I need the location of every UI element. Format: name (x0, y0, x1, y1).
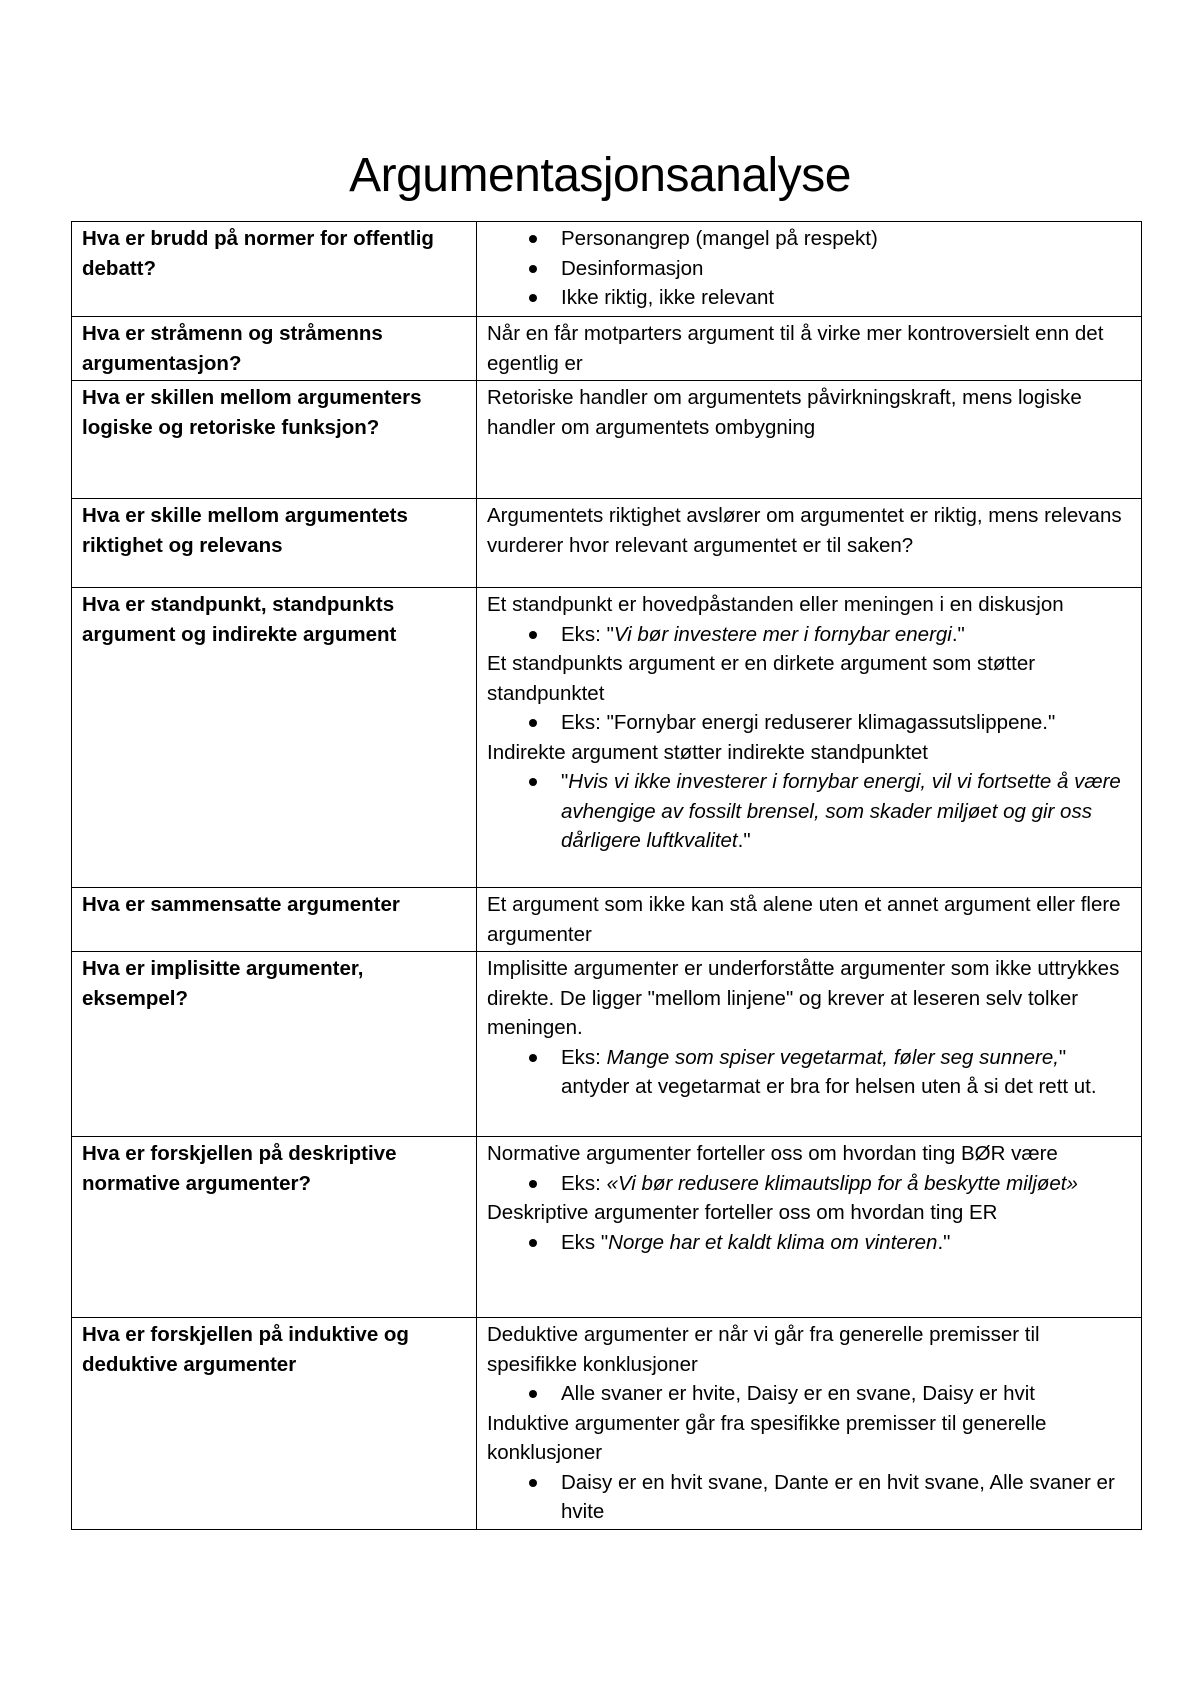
bullet-item (561, 767, 1133, 856)
answer-paragraph (487, 1320, 1133, 1379)
answer-paragraph (487, 319, 1133, 378)
text-span: Daisy er en hvit svane, Dante er en hvit svane, Alle svaner er hvite (561, 1470, 1115, 1523)
table-row (72, 381, 1142, 499)
bullet-list (487, 708, 1133, 738)
bullet-list (487, 1169, 1133, 1199)
bullet-item (561, 254, 1133, 284)
question-cell: Hva er sammensatte argumenter (72, 888, 477, 952)
answer-paragraph (487, 1139, 1133, 1169)
text-span: Et argument som ikke kan stå alene uten et annet argument eller flere argumenter (487, 893, 1121, 946)
italic-text: Hvis vi ikke investerer i fornybar energi, vil vi fortsette å være avhengige av fossilt brensel, som skader miljøet og gir oss dårligere luftkvalitet (561, 770, 1121, 852)
answer-cell (477, 499, 1142, 588)
bullet-item (561, 708, 1133, 738)
table-row (72, 1137, 1142, 1318)
text-span: Deskriptive argumenter forteller oss om hvordan ting ER (487, 1201, 998, 1224)
text-span: Implisitte argumenter er underforståtte argumenter som ikke uttrykkes direkte. De ligger "mellom linjene" og krever at leseren selv tolker meningen. (487, 957, 1120, 1039)
text-span: Retoriske handler om argumentets påvirkningskraft, mens logiske handler om argumentets ombygning (487, 386, 1082, 439)
text-span: ." (937, 1230, 951, 1254)
bullet-item (561, 224, 1133, 254)
question-cell: Hva er stråmenn og stråmenns argumentasjon? (72, 317, 477, 381)
answer-cell (477, 1318, 1142, 1530)
question-cell: Hva er skille mellom argumentets riktighet og relevans (72, 499, 477, 588)
text-span: Et standpunkts argument er en dirkete argument som støtter standpunktet (487, 652, 1036, 705)
answer-cell (477, 888, 1142, 952)
answer-cell (477, 588, 1142, 888)
bullet-list (487, 1379, 1133, 1409)
answer-paragraph (487, 383, 1133, 442)
table-row (72, 222, 1142, 317)
question-cell: Hva er standpunkt, standpunkts argument og indirekte argument (72, 588, 477, 888)
question-cell: Hva er brudd på normer for offentlig debatt? (72, 222, 477, 317)
bullet-item (561, 1468, 1133, 1527)
answer-cell (477, 1137, 1142, 1318)
bullet-list (487, 1468, 1133, 1527)
text-span: Induktive argumenter går fra spesifikke premisser til generelle konklusjoner (487, 1411, 1047, 1464)
text-span: Eks " (561, 1230, 609, 1254)
bullet-item (561, 1043, 1133, 1102)
table-row (72, 888, 1142, 952)
text-span: Et standpunkt er hovedpåstanden eller meningen i en diskusjon (487, 593, 1064, 616)
text-span: " antyder at vegetarmat er bra for helsen uten å si det rett ut. (561, 1045, 1097, 1098)
bullet-item (561, 1169, 1133, 1199)
bullet-item (561, 1379, 1133, 1409)
question-cell: Hva er forskjellen på deskriptive normative argumenter? (72, 1137, 477, 1318)
answer-paragraph (487, 954, 1133, 1043)
answer-paragraph (487, 890, 1133, 949)
text-span: Eks: (561, 1045, 607, 1069)
text-span: Når en får motparters argument til å virke mer kontroversielt enn det egentlig er (487, 322, 1104, 375)
table-row (72, 1318, 1142, 1530)
answer-paragraph (487, 738, 1133, 768)
answer-paragraph (487, 649, 1133, 708)
table-row (72, 499, 1142, 588)
text-span: Argumentets riktighet avslører om argumentet er riktig, mens relevans vurderer hvor relevant argumentet er til saken? (487, 504, 1122, 557)
italic-text: Mange som spiser vegetarmat, føler seg sunnere, (606, 1045, 1059, 1069)
question-cell: Hva er forskjellen på induktive og deduktive argumenter (72, 1318, 477, 1530)
answer-cell (477, 952, 1142, 1137)
text-span: Eks: "Fornybar energi reduserer klimagassutslippene." (561, 711, 1056, 734)
answer-paragraph (487, 1409, 1133, 1468)
bullet-item (561, 620, 1133, 650)
answer-paragraph (487, 590, 1133, 620)
text-span: Ikke riktig, ikke relevant (561, 286, 775, 309)
text-span: Personangrep (mangel på respekt) (561, 227, 878, 250)
italic-text: Vi bør investere mer i fornybar energi (613, 622, 952, 646)
qa-table (71, 221, 1142, 1530)
bullet-item (561, 1228, 1133, 1258)
bullet-item (561, 283, 1133, 313)
question-cell: Hva er skillen mellom argumenters logiske og retoriske funksjon? (72, 381, 477, 499)
table-row (72, 952, 1142, 1137)
answer-cell (477, 317, 1142, 381)
text-span: Deduktive argumenter er når vi går fra generelle premisser til spesifikke konklusjoner (487, 1323, 1040, 1376)
bullet-list (487, 1043, 1133, 1102)
answer-cell (477, 381, 1142, 499)
text-span: ." (737, 829, 751, 852)
answer-paragraph (487, 501, 1133, 560)
text-span: Desinformasjon (561, 256, 704, 280)
question-cell: Hva er implisitte argumenter, eksempel? (72, 952, 477, 1137)
answer-paragraph (487, 1198, 1133, 1228)
bullet-list (487, 620, 1133, 650)
text-span: " (561, 770, 569, 793)
text-span: Normative argumenter forteller oss om hvordan ting BØR være (487, 1142, 1058, 1165)
table-row (72, 317, 1142, 381)
text-span: ." (951, 622, 965, 646)
bullet-list (487, 1228, 1133, 1258)
bullet-list (487, 224, 1133, 313)
answer-cell (477, 222, 1142, 317)
qa-table-body (72, 222, 1142, 1530)
text-span: Eks: (561, 1171, 607, 1195)
page-title: Argumentasjonsanalyse (349, 149, 851, 202)
bullet-list (487, 767, 1133, 856)
text-span: Alle svaner er hvite, Daisy er en svane, Daisy er hvit (561, 1382, 1035, 1405)
italic-text: «Vi bør redusere klimautslipp for å beskytte miljøet» (606, 1171, 1078, 1195)
text-span: Indirekte argument støtter indirekte standpunktet (487, 740, 928, 764)
text-span: Eks: " (561, 622, 614, 646)
italic-text: Norge har et kaldt klima om vinteren (608, 1230, 938, 1254)
table-row (72, 588, 1142, 888)
